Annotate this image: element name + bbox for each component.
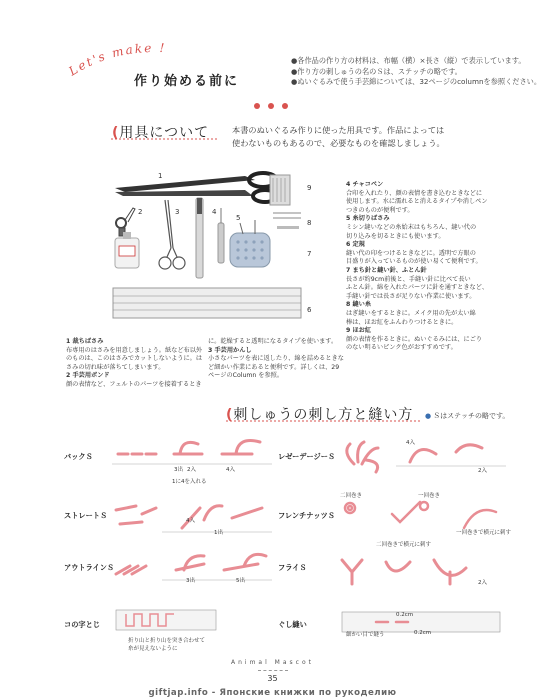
running-note: 細かい目で縫う	[346, 632, 385, 638]
photo-number: 7	[307, 250, 312, 258]
header-notes	[291, 56, 541, 88]
stitch-label-running: ぐし縫い	[278, 620, 307, 629]
heart-dots-ornament	[252, 100, 302, 112]
tools-heading: (用具について	[112, 125, 210, 141]
stitch-heading-underline	[224, 400, 424, 424]
footer-brand: Animal Mascot	[231, 659, 314, 666]
hemostat-icon	[159, 200, 185, 269]
glue-bottle-icon	[115, 232, 139, 268]
once-label: 一回巻き	[418, 493, 441, 499]
back-note: 1に4を入れる	[172, 479, 207, 485]
photo-number: 4	[212, 208, 217, 216]
tools-desc-left: 1 裁ちばさみ 布専用のはさみを用意しましょう。紙など布以外 のものは、このはさみでカットしないように。は さみの切れ味が落ちてしまいます。 2 手芸用ボンド 顔の表情など、フェルトのパーツを接着するとき	[66, 338, 203, 388]
ruler-icon	[113, 288, 301, 318]
tools-desc-right: 4 チャコペン 合印を入れたり、顔の表情を書き込むときなどに 使用します。水に濡れると消えるタイプや消しペン つきのものが便利です。 5 糸切りばさみ ミシン縫いなどの糸始末はもちろん、縫い代の 切り込みを切るときにも使います。 6 定規 縫い代の印をつけるときなどに。透明で方眼の 目盛りが入っているものが使い易くて便利です。 7 まち針と縫い針、ふとん針 長さが約9cm前後と、手縫い針に比べて長い ふとん針。綿を入れたパーツに針を通すときなど、 手縫い針では長さが足りない作業に使います。 8 縫い糸 はぎ縫いをするときに。メイク用の先が太い綿 棒は、ほお紅をふんわりつけるときに。 9 ほお紅 顔の表情を作るときに。ぬいぐるみには、にごり のない明るいピンク色がおすすめです。	[346, 181, 489, 352]
lazy-daisy-diagram	[336, 432, 506, 484]
label-out: 3出	[174, 467, 183, 473]
photo-number: 3	[175, 208, 180, 216]
label-in: 2入	[478, 468, 487, 474]
label-in: 2入	[187, 467, 196, 473]
note-line: ●各作品の作り方の材料は、布幅（横）×長さ（縦）で表示しています。	[291, 56, 526, 65]
ladder-stitch-diagram	[112, 604, 222, 640]
note-line: ●作り方の刺しゅうの名のＳは、ステッチの略です。	[291, 66, 462, 76]
stitch-label-lazy-daisy: レゼーデージーＳ	[278, 452, 336, 461]
stitch-note: ● Ｓはステッチの略です。	[425, 412, 510, 420]
french-knot-diagram	[336, 494, 506, 546]
seam-ripper-icon	[218, 208, 224, 263]
stitch-label-fly: フライＳ	[278, 563, 307, 572]
stitch-label-french-knot: フレンチナッツＳ	[278, 511, 335, 520]
lets-make-text: Let's make !	[66, 42, 167, 79]
label-in: 4入	[226, 467, 235, 473]
page-number: 35	[267, 674, 278, 683]
running-measure-b: 0.2cm	[414, 630, 432, 636]
photo-number: 2	[138, 208, 143, 216]
tools-intro: 本書のぬいぐるみ作りに使った用具です。作品によっては 使わないものもあるので、必要なものを確認しましょう。	[232, 125, 445, 148]
tools-heading-underline	[109, 119, 219, 143]
thread-snips-icon	[116, 208, 135, 236]
label-in: 4入	[186, 518, 195, 524]
stitch-label-ladder: コの字とじ	[64, 620, 100, 629]
running-measure-a: 0.2cm	[396, 612, 414, 618]
pincushion-icon	[230, 220, 270, 267]
label-out: 5出	[236, 578, 245, 584]
tools-photo	[105, 168, 305, 330]
twice-label: 二回巻き	[340, 493, 363, 499]
french-note-b: 一回巻きで横元に刺す	[456, 530, 512, 536]
french-note-a: 二回巻きで横元に刺す	[376, 542, 432, 548]
outline-stitch-diagram	[112, 550, 272, 592]
tools-desc-mid: に。乾燥すると透明になるタイプを使います。 3 手芸用かんし 小さなパーツを表に返したり、綿を詰めるときな ど細かい作業にあると便利です。詳しくは、29 ページのColumn を参照。	[208, 338, 344, 380]
label-out: 3出	[186, 578, 195, 584]
stitch-label-straight: ストレートＳ	[64, 511, 108, 520]
label-out: 1出	[214, 530, 223, 536]
note-line: ●ぬいぐるみで使う手芸綿については、32ページのcolumnを参照ください。	[291, 77, 542, 86]
chalk-pen-icon	[196, 198, 203, 278]
watermark: giftjap.info - Японские книжки по рукоделию	[148, 688, 397, 698]
photo-number: 5	[236, 214, 241, 222]
ladder-note-b: 糸が見えないように	[128, 646, 178, 652]
ladder-note-a: 折り山と折り山を突き合わせて	[128, 638, 206, 644]
stitch-label-outline: アウトラインＳ	[64, 563, 115, 572]
footer-divider	[258, 670, 288, 671]
page-title: 作り始める前に	[134, 74, 240, 89]
photo-number: 8	[307, 219, 312, 227]
photo-number: 1	[158, 172, 163, 180]
label-in: 4入	[406, 440, 415, 446]
scissors-icon	[115, 173, 277, 202]
photo-number: 6	[307, 306, 312, 314]
photo-number: 9	[307, 184, 312, 192]
label-in: 2入	[478, 580, 487, 586]
stitch-label-back: バックＳ	[64, 452, 93, 461]
stitch-heading: (刺しゅうの刺し方と縫い方	[226, 407, 414, 423]
